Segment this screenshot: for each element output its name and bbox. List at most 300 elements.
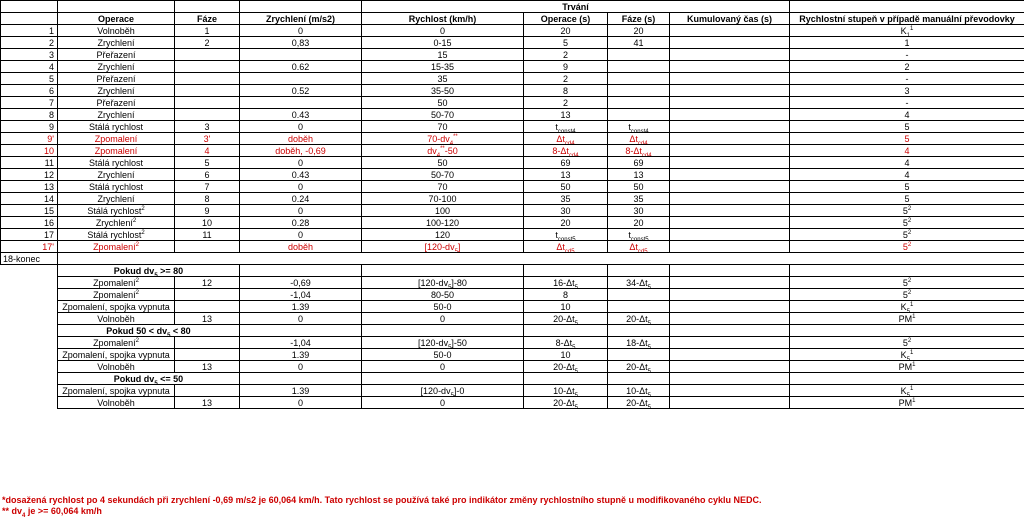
operation-time-cell: 13 — [524, 109, 608, 121]
gear-cell: $5^2$ — [790, 229, 1024, 241]
header-cell — [58, 1, 175, 13]
cumulative-time-cell — [670, 85, 790, 97]
empty-cell — [524, 265, 608, 277]
cumulative-time-cell — [670, 217, 790, 229]
acceleration-cell: 1.39 — [240, 349, 362, 361]
cumulative-time-cell — [670, 61, 790, 73]
acceleration-cell: doběh — [240, 241, 362, 253]
speed-cell: 50-0 — [362, 301, 524, 313]
gear-cell: $5^2$ — [790, 289, 1024, 301]
operation-cell: Zpomalení — [58, 145, 175, 157]
phase-time-cell: $20-\Delta t_5$ — [608, 361, 670, 373]
operation-cell: Zpomalení, spojka vypnuta — [58, 349, 175, 361]
cumulative-time-cell — [670, 277, 790, 289]
header-trvani: Trvání — [362, 1, 790, 13]
operation-time-cell: 20 — [524, 25, 608, 37]
column-header: Rychlostní stupeň v případě manuální převodovky — [790, 13, 1024, 25]
operation-cell: Zpomalení$^2$ — [58, 241, 175, 253]
operation-time-cell: $10-\Delta t_5$ — [524, 385, 608, 397]
speed-cell: 0 — [362, 397, 524, 409]
empty-cell — [670, 265, 790, 277]
operation-time-cell: $20-\Delta t_5$ — [524, 361, 608, 373]
operation-time-cell: $\Delta t_{cd5}$ — [524, 241, 608, 253]
cumulative-time-cell — [670, 337, 790, 349]
operation-cell: Volnoběh — [58, 397, 175, 409]
phase-cell — [175, 97, 240, 109]
acceleration-cell — [240, 97, 362, 109]
phase-time-cell: 50 — [608, 181, 670, 193]
phase-cell: 12 — [175, 277, 240, 289]
operation-time-cell: $\Delta t_{cd4}$ — [524, 133, 608, 145]
table-row — [1, 277, 1024, 289]
row-number: 9 — [1, 121, 58, 133]
empty-cell — [240, 325, 362, 337]
phase-cell: 6 — [175, 169, 240, 181]
operation-time-cell: 2 — [524, 49, 608, 61]
cumulative-time-cell — [670, 37, 790, 49]
section-label: Pokud $50 < dv_5 < 80$ — [58, 325, 240, 337]
table-row — [1, 121, 1024, 133]
operation-cell: Přeřazení — [58, 97, 175, 109]
operation-time-cell: $t_{const4}$ — [524, 121, 608, 133]
gear-cell: - — [790, 97, 1024, 109]
empty-cell — [1, 313, 58, 325]
operation-cell: Stálá rychlost — [58, 121, 175, 133]
gear-cell: 5 — [790, 181, 1024, 193]
table-row — [1, 85, 1024, 97]
gear-cell: 5 — [790, 193, 1024, 205]
empty-cell — [1, 277, 58, 289]
phase-cell: 4 — [175, 145, 240, 157]
acceleration-cell — [240, 49, 362, 61]
table-row — [1, 133, 1024, 145]
phase-time-cell: 20 — [608, 217, 670, 229]
acceleration-cell: 0 — [240, 181, 362, 193]
header-cell — [1, 1, 58, 13]
header-cell — [1, 13, 58, 25]
gear-cell: - — [790, 73, 1024, 85]
empty-cell — [524, 373, 608, 385]
gear-cell: $5^2$ — [790, 241, 1024, 253]
phase-cell — [175, 85, 240, 97]
operation-time-cell: 30 — [524, 205, 608, 217]
operation-cell: Stálá rychlost — [58, 181, 175, 193]
acceleration-cell: 0 — [240, 205, 362, 217]
phase-time-cell: $8-\Delta t_{cd4}$ — [608, 145, 670, 157]
empty-cell — [1, 385, 58, 397]
phase-time-cell — [608, 109, 670, 121]
gear-cell: $K_5^1$ — [790, 385, 1024, 397]
phase-time-cell — [608, 97, 670, 109]
gear-cell: $5^2$ — [790, 205, 1024, 217]
column-header: Operace — [58, 13, 175, 25]
operation-time-cell: 50 — [524, 181, 608, 193]
operation-cell: Zpomalení$^2$ — [58, 277, 175, 289]
speed-cell: $dv_4^{**}-50$ — [362, 145, 524, 157]
empty-cell — [790, 265, 1024, 277]
table-row — [1, 169, 1024, 181]
empty-cell — [790, 373, 1024, 385]
operation-cell: Stálá rychlost — [58, 157, 175, 169]
cumulative-time-cell — [670, 109, 790, 121]
table-row — [1, 109, 1024, 121]
acceleration-cell: 0.43 — [240, 109, 362, 121]
phase-cell — [175, 289, 240, 301]
speed-cell: $[120-dv_5]-0$ — [362, 385, 524, 397]
row-number: 16 — [1, 217, 58, 229]
table-row — [1, 37, 1024, 49]
speed-cell: 35-50 — [362, 85, 524, 97]
gear-cell: $5^2$ — [790, 337, 1024, 349]
gear-cell: $5^2$ — [790, 217, 1024, 229]
phase-time-cell: 13 — [608, 169, 670, 181]
operation-cell: Přeřazení — [58, 49, 175, 61]
table-row — [1, 385, 1024, 397]
phase-cell: 13 — [175, 313, 240, 325]
cumulative-time-cell — [670, 133, 790, 145]
operation-time-cell: 10 — [524, 349, 608, 361]
empty-cell — [790, 325, 1024, 337]
phase-time-cell: 41 — [608, 37, 670, 49]
cumulative-time-cell — [670, 121, 790, 133]
speed-cell: 0-15 — [362, 37, 524, 49]
table-row — [1, 49, 1024, 61]
acceleration-cell: 0.62 — [240, 61, 362, 73]
phase-cell — [175, 49, 240, 61]
phase-time-cell: $18-\Delta t_5$ — [608, 337, 670, 349]
phase-time-cell: $20-\Delta t_5$ — [608, 397, 670, 409]
table-row — [1, 73, 1024, 85]
row-number: 12 — [1, 169, 58, 181]
operation-time-cell: 13 — [524, 169, 608, 181]
acceleration-cell: 1.39 — [240, 385, 362, 397]
row-number: 17' — [1, 241, 58, 253]
acceleration-cell: -1,04 — [240, 289, 362, 301]
row-number: 9' — [1, 133, 58, 145]
phase-time-cell: $34-\Delta t_5$ — [608, 277, 670, 289]
phase-cell: 10 — [175, 217, 240, 229]
cumulative-time-cell — [670, 73, 790, 85]
empty-cell — [362, 373, 524, 385]
cumulative-time-cell — [670, 205, 790, 217]
table-row — [1, 397, 1024, 409]
row-number: 6 — [1, 85, 58, 97]
phase-time-cell: $t_{const5}$ — [608, 229, 670, 241]
phase-time-cell: $\Delta t_{cd4}$ — [608, 133, 670, 145]
speed-cell: 0 — [362, 361, 524, 373]
row-number: 7 — [1, 97, 58, 109]
column-header: Fáze — [175, 13, 240, 25]
empty-cell — [1, 325, 58, 337]
empty-cell — [670, 325, 790, 337]
empty-cell — [175, 253, 240, 265]
column-header: Zrychlení (m/s2) — [240, 13, 362, 25]
cumulative-time-cell — [670, 229, 790, 241]
cumulative-time-cell — [670, 49, 790, 61]
operation-cell: Zpomalení, spojka vypnuta — [58, 385, 175, 397]
table-row — [1, 193, 1024, 205]
operation-time-cell: 8 — [524, 289, 608, 301]
row-number: 14 — [1, 193, 58, 205]
operation-cell: Zpomalení$^2$ — [58, 337, 175, 349]
phase-cell: 3 — [175, 121, 240, 133]
table-row — [1, 181, 1024, 193]
section-label: Pokud $dv_5 >= 80$ — [58, 265, 240, 277]
footnote: *dosažená rychlost po 4 sekundách při zrychlení -0,69 m/s2 je 60,064 km/h. Tato rychlost se používá také pro indikátor změny rychlostního stupně u modifikovaného cyklu NEDC. — [2, 495, 762, 505]
acceleration-cell: 0.52 — [240, 85, 362, 97]
gear-cell: 3 — [790, 85, 1024, 97]
gear-cell: 1 — [790, 37, 1024, 49]
gear-cell: $K_5^1$ — [790, 301, 1024, 313]
gear-cell: 2 — [790, 61, 1024, 73]
speed-cell: 0 — [362, 25, 524, 37]
operation-cell: Volnoběh — [58, 25, 175, 37]
empty-cell — [1, 301, 58, 313]
empty-cell — [1, 337, 58, 349]
phase-time-cell: $t_{const4}$ — [608, 121, 670, 133]
footnotes — [2, 495, 762, 517]
empty-cell — [1, 361, 58, 373]
phase-time-cell: 69 — [608, 157, 670, 169]
acceleration-cell: 0 — [240, 121, 362, 133]
row-konec: 18-konec — [1, 253, 58, 265]
speed-cell: $[120-dv_5]$ — [362, 241, 524, 253]
empty-cell — [608, 373, 670, 385]
operation-time-cell: 9 — [524, 61, 608, 73]
operation-time-cell: 2 — [524, 97, 608, 109]
speed-cell: 70-100 — [362, 193, 524, 205]
row-number: 8 — [1, 109, 58, 121]
phase-cell — [175, 349, 240, 361]
acceleration-cell: 0,83 — [240, 37, 362, 49]
operation-cell: Zrychlení — [58, 61, 175, 73]
empty-cell — [58, 253, 175, 265]
acceleration-cell: -1,04 — [240, 337, 362, 349]
cumulative-time-cell — [670, 397, 790, 409]
row-number: 4 — [1, 61, 58, 73]
operation-time-cell: 10 — [524, 301, 608, 313]
phase-time-cell — [608, 85, 670, 97]
gear-cell: $K_5^1$ — [790, 349, 1024, 361]
table-row — [1, 349, 1024, 361]
phase-time-cell: 30 — [608, 205, 670, 217]
cumulative-time-cell — [670, 241, 790, 253]
phase-cell: 13 — [175, 361, 240, 373]
phase-time-cell — [608, 73, 670, 85]
phase-cell: 7 — [175, 181, 240, 193]
row-number: 2 — [1, 37, 58, 49]
gear-cell: $PM^1$ — [790, 397, 1024, 409]
empty-cell — [608, 325, 670, 337]
empty-cell — [1, 397, 58, 409]
operation-cell: Přeřazení — [58, 73, 175, 85]
gear-cell: 5 — [790, 121, 1024, 133]
cumulative-time-cell — [670, 145, 790, 157]
acceleration-cell: 0.24 — [240, 193, 362, 205]
operation-time-cell: $8-\Delta t_5$ — [524, 337, 608, 349]
speed-cell: 70 — [362, 121, 524, 133]
row-number: 17 — [1, 229, 58, 241]
table-row — [1, 361, 1024, 373]
row-number: 10 — [1, 145, 58, 157]
empty-cell — [524, 253, 608, 265]
row-number: 1 — [1, 25, 58, 37]
speed-cell: 15 — [362, 49, 524, 61]
operation-cell: Stálá rychlost$^2$ — [58, 229, 175, 241]
operation-time-cell: 8 — [524, 85, 608, 97]
cumulative-time-cell — [670, 313, 790, 325]
empty-cell — [1, 349, 58, 361]
acceleration-cell: -0,69 — [240, 277, 362, 289]
gear-cell: 4 — [790, 169, 1024, 181]
phase-cell — [175, 241, 240, 253]
acceleration-cell: doběh, -0,69 — [240, 145, 362, 157]
speed-cell: $70-dv_4^{**}$ — [362, 133, 524, 145]
phase-cell: 8 — [175, 193, 240, 205]
empty-cell — [240, 253, 362, 265]
phase-time-cell: $10-\Delta t_5$ — [608, 385, 670, 397]
operation-cell: Volnoběh — [58, 361, 175, 373]
acceleration-cell: 0 — [240, 229, 362, 241]
cumulative-time-cell — [670, 157, 790, 169]
phase-cell — [175, 109, 240, 121]
empty-cell — [1, 289, 58, 301]
operation-cell: Zrychlení — [58, 193, 175, 205]
operation-cell: Stálá rychlost$^2$ — [58, 205, 175, 217]
cumulative-time-cell — [670, 349, 790, 361]
phase-cell: 5 — [175, 157, 240, 169]
operation-cell: Zrychlení — [58, 85, 175, 97]
row-number: 11 — [1, 157, 58, 169]
table-row — [1, 61, 1024, 73]
speed-cell: 35 — [362, 73, 524, 85]
acceleration-cell: 0.43 — [240, 169, 362, 181]
empty-cell — [240, 373, 362, 385]
phase-cell: 13 — [175, 397, 240, 409]
phase-time-cell — [608, 301, 670, 313]
cumulative-time-cell — [670, 301, 790, 313]
cumulative-time-cell — [670, 193, 790, 205]
phase-cell — [175, 301, 240, 313]
table-row — [1, 289, 1024, 301]
operation-time-cell: 2 — [524, 73, 608, 85]
phase-time-cell — [608, 61, 670, 73]
operation-time-cell: 69 — [524, 157, 608, 169]
table-row — [1, 241, 1024, 253]
operation-cell: Zpomalení$^2$ — [58, 289, 175, 301]
gear-cell: $PM^1$ — [790, 313, 1024, 325]
speed-cell: 50 — [362, 97, 524, 109]
empty-cell — [670, 373, 790, 385]
speed-cell: $[120-dv_5]-80$ — [362, 277, 524, 289]
speed-cell: 0 — [362, 313, 524, 325]
table-row — [1, 205, 1024, 217]
operation-time-cell: 20 — [524, 217, 608, 229]
operation-time-cell: $8-\Delta t_{cd4}$ — [524, 145, 608, 157]
cumulative-time-cell — [670, 97, 790, 109]
gear-cell: $K_1^1$ — [790, 25, 1024, 37]
acceleration-cell: 0 — [240, 25, 362, 37]
row-number: 3 — [1, 49, 58, 61]
empty-cell — [1, 265, 58, 277]
gear-cell: 4 — [790, 145, 1024, 157]
column-header: Rychlost (km/h) — [362, 13, 524, 25]
cumulative-time-cell — [670, 169, 790, 181]
acceleration-cell: 0 — [240, 361, 362, 373]
acceleration-cell — [240, 73, 362, 85]
empty-cell — [362, 325, 524, 337]
table-row — [1, 25, 1024, 37]
table-row — [1, 337, 1024, 349]
gear-cell: $5^2$ — [790, 277, 1024, 289]
phase-time-cell: $\Delta t_{cd5}$ — [608, 241, 670, 253]
phase-cell: 9 — [175, 205, 240, 217]
cumulative-time-cell — [670, 361, 790, 373]
table-row — [1, 229, 1024, 241]
gear-cell: 5 — [790, 133, 1024, 145]
operation-cell: Zpomalení — [58, 133, 175, 145]
acceleration-cell: 1.39 — [240, 301, 362, 313]
footnote: ** $dv_4$ je >= 60,064 km/h — [2, 506, 102, 519]
empty-cell — [790, 253, 1024, 265]
header-cell — [790, 1, 1024, 13]
phase-time-cell: 20 — [608, 25, 670, 37]
speed-cell: 50-70 — [362, 109, 524, 121]
gear-cell: 4 — [790, 157, 1024, 169]
column-header: Operace (s) — [524, 13, 608, 25]
operation-cell: Zrychlení — [58, 169, 175, 181]
phase-cell: 2 — [175, 37, 240, 49]
operation-time-cell: 5 — [524, 37, 608, 49]
operation-time-cell: $16-\Delta t_5$ — [524, 277, 608, 289]
phase-cell: 3' — [175, 133, 240, 145]
operation-time-cell: $20-\Delta t_5$ — [524, 313, 608, 325]
operation-time-cell: $20-\Delta t_5$ — [524, 397, 608, 409]
operation-cell: Zrychlení$^2$ — [58, 217, 175, 229]
acceleration-cell: 0.28 — [240, 217, 362, 229]
row-number: 15 — [1, 205, 58, 217]
column-header: Fáze (s) — [608, 13, 670, 25]
table-row — [1, 157, 1024, 169]
table-row — [1, 313, 1024, 325]
phase-time-cell — [608, 349, 670, 361]
operation-cell: Zrychlení — [58, 37, 175, 49]
phase-time-cell — [608, 49, 670, 61]
speed-cell: 15-35 — [362, 61, 524, 73]
cumulative-time-cell — [670, 181, 790, 193]
acceleration-cell: 0 — [240, 313, 362, 325]
gear-cell: 4 — [790, 109, 1024, 121]
empty-cell — [608, 253, 670, 265]
phase-cell — [175, 73, 240, 85]
cumulative-time-cell — [670, 289, 790, 301]
speed-cell: 100-120 — [362, 217, 524, 229]
speed-cell: 100 — [362, 205, 524, 217]
phase-cell — [175, 385, 240, 397]
column-header: Kumulovaný čas (s) — [670, 13, 790, 25]
acceleration-cell: doběh — [240, 133, 362, 145]
speed-cell: 50 — [362, 157, 524, 169]
phase-time-cell: $20-\Delta t_5$ — [608, 313, 670, 325]
acceleration-cell: 0 — [240, 397, 362, 409]
speed-cell: 80-50 — [362, 289, 524, 301]
empty-cell — [240, 265, 362, 277]
gear-cell: - — [790, 49, 1024, 61]
empty-cell — [670, 253, 790, 265]
speed-cell: 50-70 — [362, 169, 524, 181]
empty-cell — [362, 253, 524, 265]
operation-cell: Zrychlení — [58, 109, 175, 121]
